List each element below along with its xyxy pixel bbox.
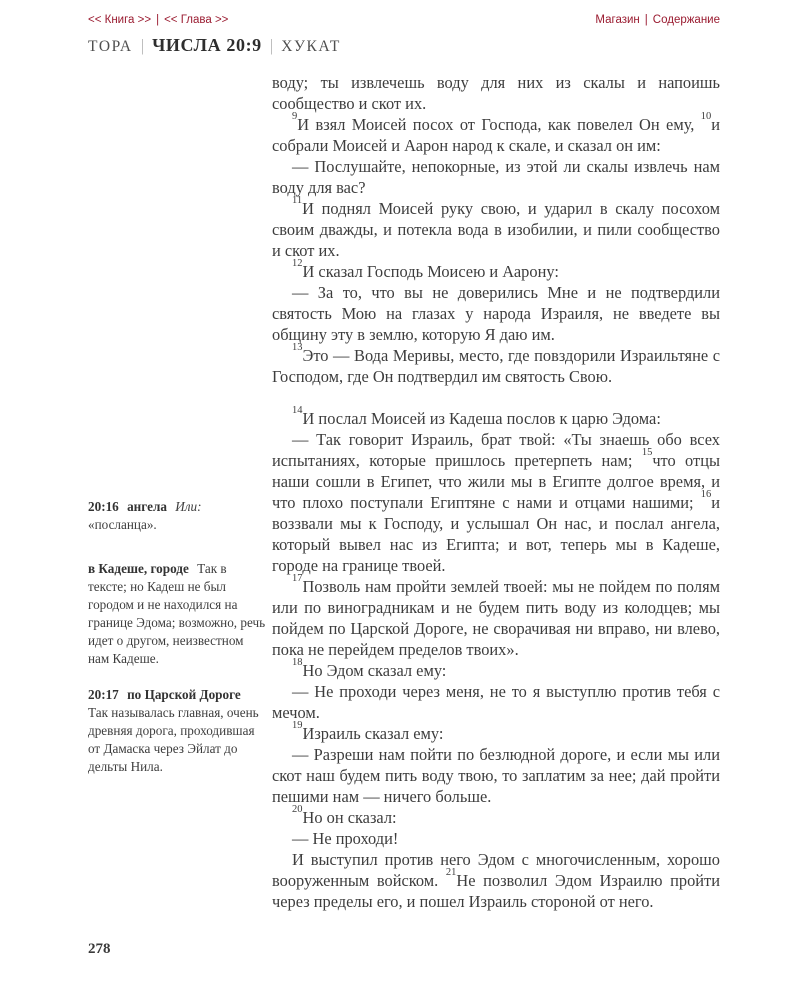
verse-number: 17 <box>292 572 303 584</box>
note-text: Или: <box>175 499 202 514</box>
note-text: «посланца». <box>88 517 157 532</box>
margin-note <box>88 686 266 776</box>
paragraph: — Разреши нам пойти по безлюдной дороге, и если мы или скот наш будем пить воду твою, то заплатим за нее; дай пройти пешими нам — ничего больше. <box>272 745 720 806</box>
paragraph: И выступил против него Эдом с многочисленным, хорошо вооруженным войском. $^{21}$Не позволил Эдом Израилю пройти через пределы его, и пошел Израиль стороной от него. <box>272 850 720 911</box>
nav-separator: | <box>644 14 648 26</box>
paragraph: $^{13}$Это — Вода Меривы, место, где повздорили Израильтяне с Господом, где Он подтвердил им святость Свою. <box>272 341 720 386</box>
verse-number: 12 <box>292 257 303 269</box>
title-parasha: ХУКАТ <box>281 38 341 55</box>
verse-number: 19 <box>292 719 303 731</box>
verse-number: 15 <box>641 446 653 458</box>
page-number: 278 <box>88 941 111 957</box>
margin-note <box>88 560 266 668</box>
paragraph: $^{18}$Но Эдом сказал ему: <box>292 656 447 680</box>
paragraph: $^9$И взял Моисей посох от Господа, как повелел Он ему, $^{10}$и собрали Моисей и Аарон народ к скале, и сказал он им: <box>272 110 720 155</box>
title-section: ТОРА <box>88 38 133 55</box>
paragraph: $^{14}$И послал Моисей из Кадеша послов к царю Эдома: <box>292 404 661 428</box>
nav-link-book[interactable]: << Книга >> <box>88 14 152 26</box>
verse-number: 10 <box>700 110 712 122</box>
note-text: Так в тексте; но Кадеш не был городом и не находился на границе Эдома; возможно, речь идет о другом, неизвестном нам Кадеше. <box>88 561 266 666</box>
verse-number: 14 <box>292 404 303 416</box>
note-lemma: 20:17 <box>88 687 119 702</box>
nav-left <box>88 14 228 26</box>
nav-link-chapter[interactable]: << Глава >> <box>164 14 229 26</box>
nav-right <box>595 14 720 26</box>
note-text: Так называлась главная, очень древняя дорога, проходившая от Дамаска через Эйлат до дельты Нила. <box>88 705 259 774</box>
note-lemma: ангела <box>127 499 167 514</box>
paragraph: воду; ты извлечешь воду для них из скалы и напоишь сообщество и скот их. <box>272 73 720 113</box>
verse-number: 9 <box>292 110 298 122</box>
note-lemma: по Царской Дороге <box>127 687 241 702</box>
note-lemma: 20:16 <box>88 499 119 514</box>
paragraph: — Послушайте, непокорные, из этой ли скалы извлечь нам воду для вас? <box>272 157 720 197</box>
verse-number: 13 <box>292 341 303 353</box>
nav-separator: | <box>156 14 160 26</box>
verse-number: 21 <box>445 866 457 878</box>
paragraph: — Не проходи через меня, не то я выступлю против тебя с мечом. <box>272 682 720 722</box>
nav-link-contents[interactable]: Содержание <box>652 14 720 26</box>
paragraph: $^{12}$И сказал Господь Моисею и Аарону: <box>292 257 559 281</box>
paragraph: — Не проходи! <box>292 829 399 848</box>
page-title <box>88 35 341 56</box>
title-reference: ЧИСЛА 20:9 <box>152 35 262 55</box>
title-separator: | <box>269 36 274 55</box>
paragraph: — Так говорит Израиль, брат твой: «Ты знаешь обо всех испытаниях, которые пришлось претерпеть нам; $^{15}$что отцы наши сошли в Египет, что жили мы в Египте долгое время, и что плохо поступали Египтяне с нами и отцами нашими; $^{16}$и воззвали мы к Господу, и услышал Он нас, и послал ангела, который вывел нас из Египта; и вот, теперь мы в Кадеше, городе на границе твоей. <box>272 430 720 575</box>
note-lemma: в Кадеше, городе <box>88 561 189 576</box>
nav-link-store[interactable]: Магазин <box>595 14 640 26</box>
verse-number: 20 <box>292 803 303 815</box>
paragraph: $^{11}$И поднял Моисей руку свою, и ударил в скалу посохом своим дважды, и потекла вода в изобилии, и пили сообщество и скот их. <box>272 194 720 260</box>
top-nav <box>88 14 720 26</box>
paragraph: $^{20}$Но он сказал: <box>292 803 397 827</box>
verse-number: 11 <box>292 194 303 206</box>
margin-note <box>88 498 266 534</box>
title-separator: | <box>140 36 145 55</box>
verse-number: 18 <box>292 656 303 668</box>
paragraph: — За то, что вы не доверились Мне и не подтвердили святость Мою на глазах у народа Израиля, не введете вы общину эту в землю, которую Я даю им. <box>272 283 720 344</box>
scripture-text <box>272 72 720 912</box>
paragraph: $^{19}$Израиль сказал ему: <box>292 719 444 743</box>
paragraph: $^{17}$Позволь нам пройти землей твоей: мы не пойдем по полям или по виноградникам и не будем пить воду из колодцев; мы пойдем по Царской Дороге, не сворачивая ни вправо, ни влево, пока не перейдем пределов твоих». <box>272 572 720 659</box>
verse-number: 16 <box>700 488 712 500</box>
